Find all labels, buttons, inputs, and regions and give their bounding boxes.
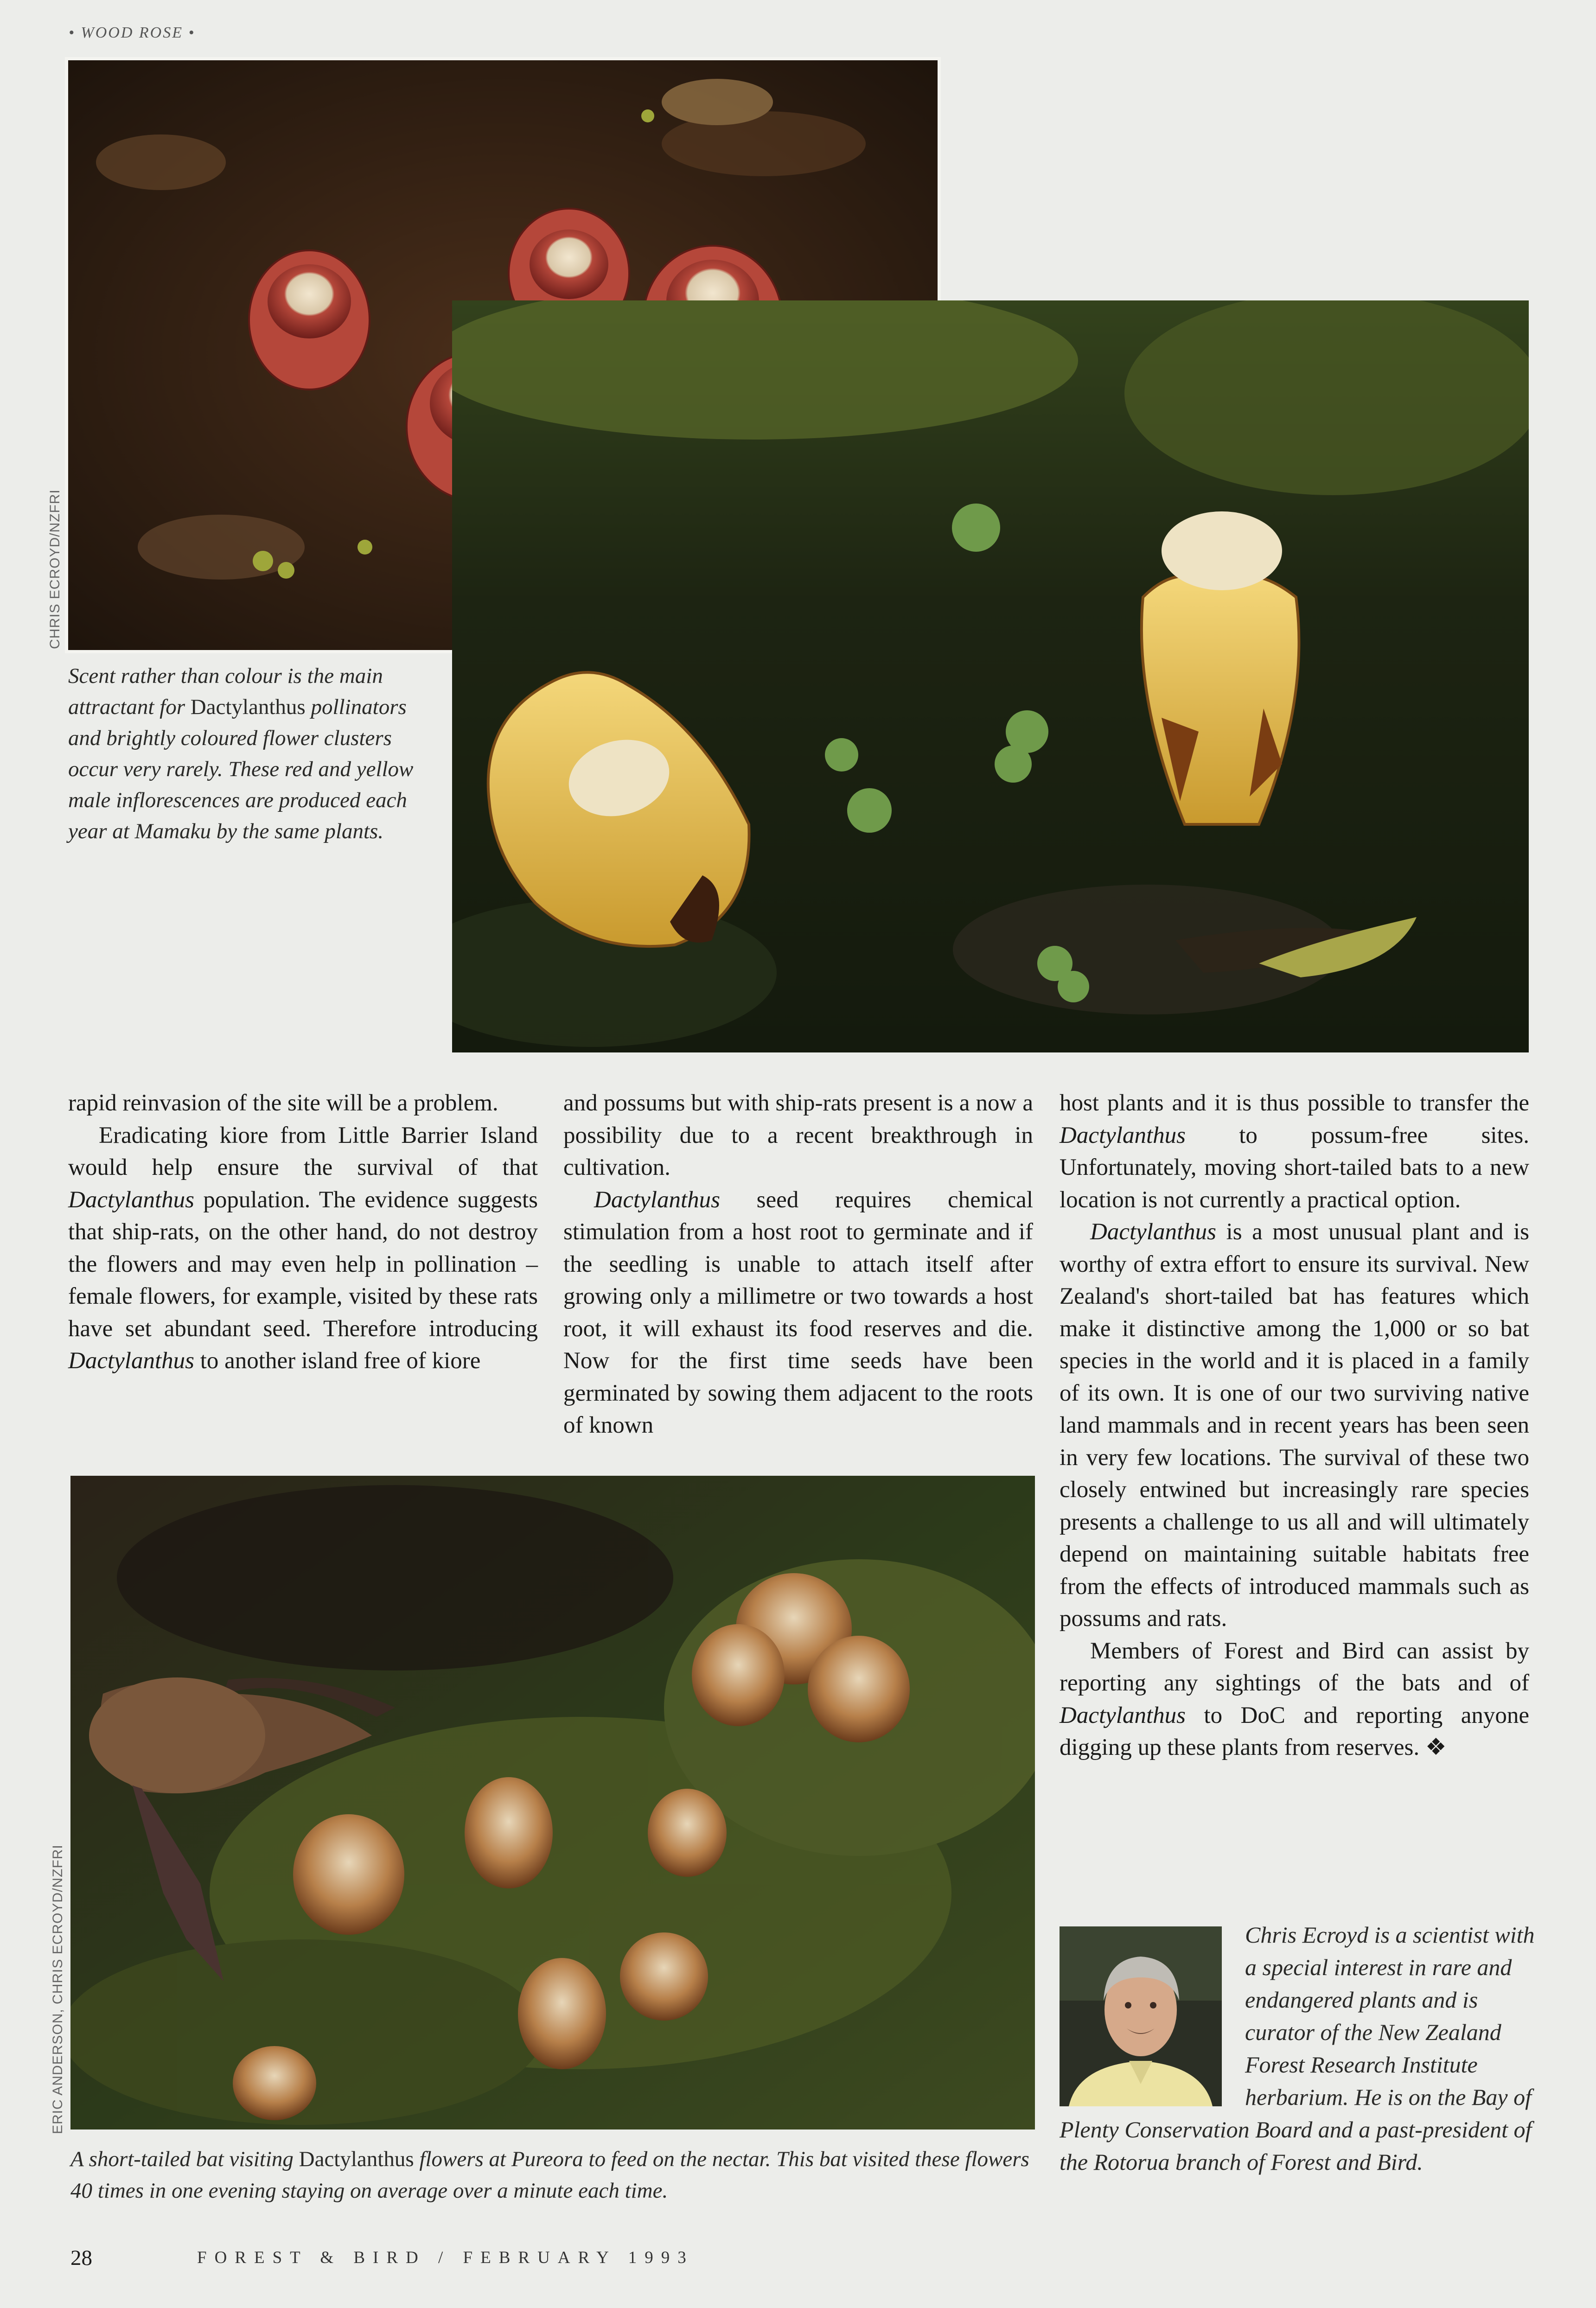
column3-p2-text: is a most unusual plant and is worthy of extra effort to ensure its survival. New Zealand's short-tailed bat has features which make it distinctive among the 1,000 or so bat species in the world and it is placed in a family of its own. It is one of our two surviving native land mammals and in recent years has been seen in very few locations. The survival of these two closely entwined but increasingly rare species presents a challenge to us all and will ultimately depend on maintaining suitable habitats free from the effects of introduced mammals such as possums and rats.: [1060, 1219, 1529, 1632]
caption-top-part2: pollinators and brightly coloured flower clusters occur very rarely. These red and yellow male inflorescences are produced each year at Mamaku by the same plants.: [68, 695, 414, 843]
column1-p2-genus-1: Dactylanthus: [68, 1186, 194, 1213]
caption-bottom-part1: A short-tailed bat visiting: [70, 2147, 299, 2171]
caption-top-genus: Dactylanthus: [190, 695, 306, 719]
column2-p2-text: seed requires chemical stimulation from a host root to germinate and if the seedling is unable to attach itself after growing only a millimetre or two towards a host root, it will exhaust its food reserves and die. Now for the first time seeds have been germinated by sowing them adjacent to the roots of known: [563, 1186, 1033, 1438]
photo-credit-bottom: ERIC ANDERSON, CHRIS ECROYD/NZFRI: [50, 1844, 65, 2134]
column1-p2-text-a: Eradicating kiore from Little Barrier Island would help ensure the survival of that: [68, 1122, 538, 1180]
column3-p3-text-b: to DoC and reporting anyone digging up these plants from reserves. ❖: [1060, 1702, 1529, 1760]
photo-yellow-inflorescences: [452, 300, 1529, 1052]
yellow-flowers-image: [452, 300, 1529, 1052]
photo-bat-visiting-flowers: [70, 1476, 1035, 2129]
photo-caption-top: [68, 661, 425, 847]
column3-paragraph-1: [1060, 1087, 1529, 1216]
footer-publication: FOREST & BIRD / FEBRUARY 1993: [197, 2248, 694, 2267]
column3-p3-text-a: Members of Forest and Bird can assist by reporting any sightings of the bats and of: [1060, 1638, 1529, 1696]
column3-p2-genus: Dactylanthus: [1090, 1219, 1216, 1245]
photo-credit-top: CHRIS ECROYD/NZFRI: [47, 489, 63, 649]
photo-caption-bottom: [70, 2143, 1040, 2206]
column2-paragraph-1: and possums but with ship-rats present is a now a possibility due to a recent breakthrough in cultivation.: [563, 1090, 1033, 1180]
column3-p1-text-a: host plants and it is thus possible to transfer the: [1060, 1090, 1529, 1116]
page-number: 28: [70, 2246, 92, 2270]
text-column-2: [563, 1087, 1033, 1442]
column3-paragraph-3: [1060, 1635, 1529, 1764]
text-column-1: [68, 1087, 538, 1377]
column3-paragraph-2: [1060, 1216, 1529, 1635]
text-column-3: [1060, 1087, 1529, 1764]
column1-p2-text-b: population. The evidence suggests that ship-rats, on the other hand, do not destroy the flowers and may even help in pollination – female flowers, for example, visited by these rats have set abundant seed. Therefore introducing: [68, 1186, 538, 1342]
column2-p2-genus: Dactylanthus: [594, 1186, 720, 1213]
column1-paragraph-1: rapid reinvasion of the site will be a problem.: [68, 1090, 498, 1116]
author-bio-text: Chris Ecroyd is a scientist with a special interest in rare and endangered plants and is curator of the New Zealand Forest Research Institute herbarium. He is on the Bay of Plenty Conservation Board and a past-president of the Rotorua branch of Forest and Bird.: [1060, 1922, 1535, 2175]
bat-image: [70, 1476, 1035, 2129]
column1-paragraph-2: [68, 1120, 538, 1377]
column1-p2-text-c: to another island free of kiore: [194, 1348, 481, 1374]
caption-bottom-genus: Dactylanthus: [299, 2147, 414, 2171]
running-head: • WOOD ROSE •: [69, 24, 196, 41]
portrait-float-spacer: [1060, 1919, 1245, 2110]
column3-p3-genus: Dactylanthus: [1060, 1702, 1186, 1728]
caption-bottom-part2: flowers at Pureora to feed on the nectar. This bat visited these flowers 40 times in one evening staying on average over a minute each time.: [70, 2147, 1029, 2203]
column1-p2-genus-2: Dactylanthus: [68, 1348, 194, 1374]
caption-top-part1: Scent rather than colour is the main attractant for: [68, 664, 383, 719]
column3-p1-text-b: to possum-free sites. Unfortunately, moving short-tailed bats to a new location is not currently a practical option.: [1060, 1122, 1529, 1213]
column2-paragraph-2: [563, 1184, 1033, 1442]
column3-p1-genus: Dactylanthus: [1060, 1122, 1186, 1148]
author-bio: [1060, 1919, 1537, 2178]
